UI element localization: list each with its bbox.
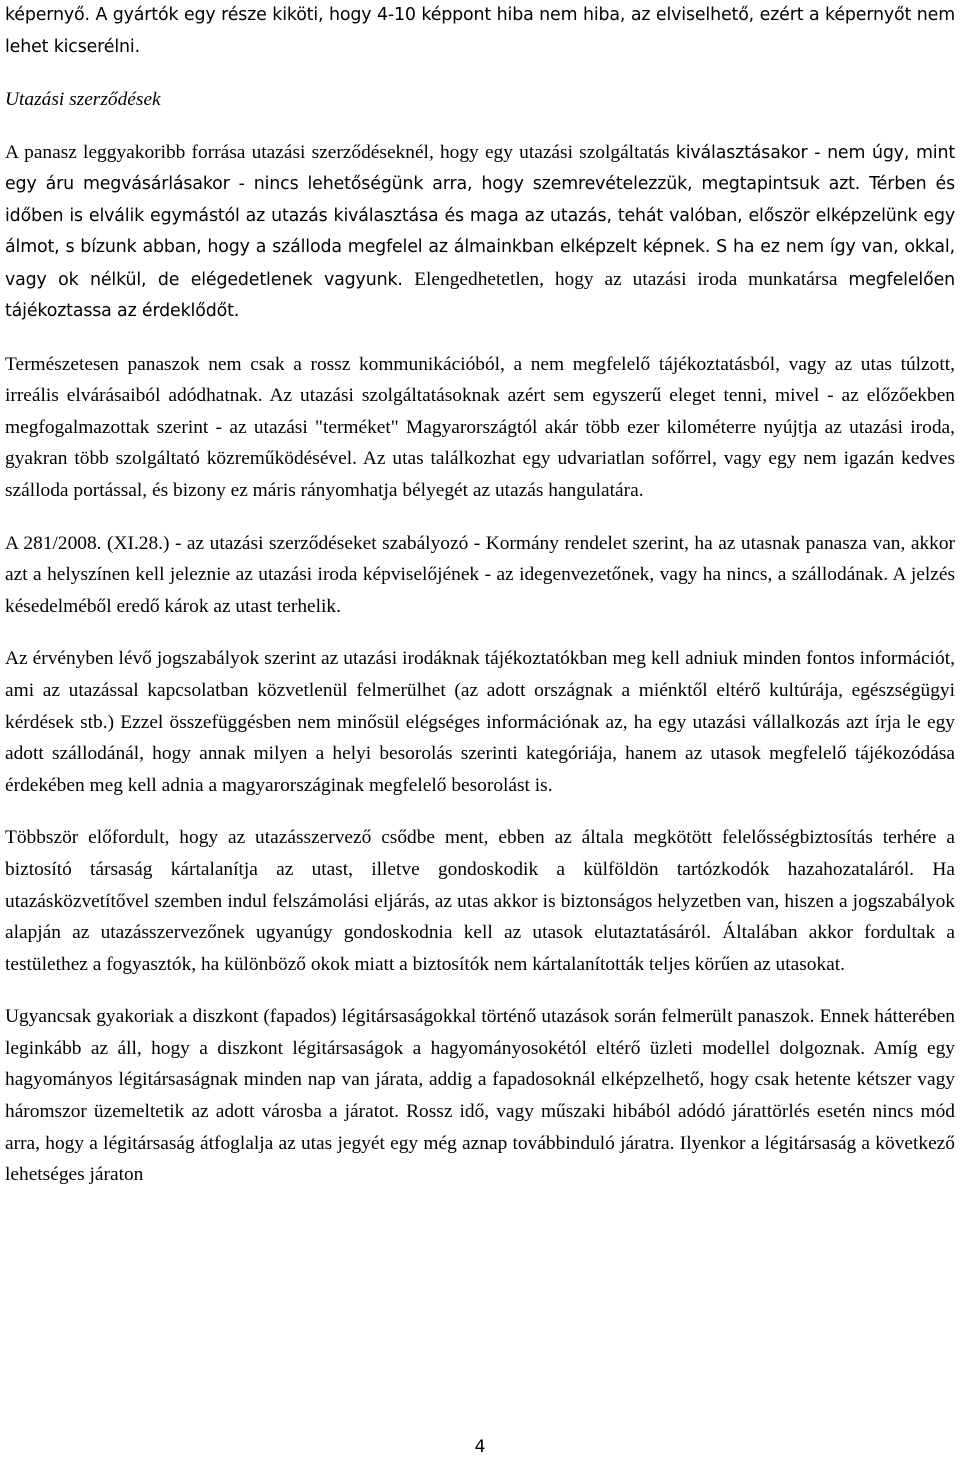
paragraph-information: Az érvényben lévő jogszabályok szerint az utazási irodáknak tájékoztatókban meg kell adniuk minden fontos információt, ami az utazással kapcsolatban közvetlenül felmerülhet (az adott országnak a miénktől eltérő kultúrája, egészségügyi kérdések stb.) Ezzel összefüggésben nem minősül elégséges információnak az, ha egy utazási vállalkozás azt írja le egy adott szállodánál, hogy annak milyen a helyi besorolás szerinti kategóriája, hanem az utasok megfelelő tájékozódása érdekében meg kell adnia a magyarországinak megfelelő besorolást is.: [5, 648, 955, 796]
paragraph-travel-contracts-part4: megfelelően tájékoztassa az érdeklődőt.: [5, 269, 955, 322]
section-heading: Utazási szerződések: [5, 89, 161, 110]
document-page: [5, 0, 955, 1191]
paragraph-travel-contracts-part3: Elengedhetetlen, hogy az utazási iroda munkatársa: [414, 268, 849, 290]
paragraph-complaints: Természetesen panaszok nem csak a rossz kommunikációból, a nem megfelelő tájékoztatásból, vagy az utas túlzott, irreális elvárásaiból adódhatnak. Az utazási szolgáltatásoknak azért sem egyszerű eleget tenni, mivel - az előzőekben megfogalmazottak szerint - az utazási "terméket" Magyarországtól akár több ezer kilométerre nyújtja az utazási iroda, gyakran több szolgáltató közreműködésével. Az utas találkozhat egy udvariatlan sofőrrel, vagy egy nem igazán kedves szálloda portással, és bizony ez máris rányomhatja bélyegét az utazás hangulatára.: [5, 353, 955, 501]
paragraph-travel-contracts-part1: A panasz leggyakoribb forrása utazási szerződéseknél, hogy egy utazási szolgáltatás: [5, 141, 676, 163]
paragraph-travel-contracts: [5, 137, 955, 328]
page-number: 4: [474, 1437, 486, 1457]
paragraph-travel-contracts-part2: kiválasztásakor - nem úgy, mint egy áru megvásárlásakor - nincs lehetőségünk arra, hogy szemrevételezzük, megtapintsuk azt. Térben és időben is elválik egymástól az utazás kiválasztása és maga az utazás, tehát valóban, először elképzelünk egy álmot, s bízunk abban, hogy a szálloda megfelel az álmainkban elképzelt képnek. S ha ez nem így van, okkal, vagy ok nélkül, de elégedetlenek vagyunk.: [5, 142, 955, 290]
paragraph-intro: képernyő. A gyártók egy része kiköti, hogy 4-10 képpont hiba nem hiba, az elviselhető, ezért a képernyőt nem lehet kicserélni.: [5, 5, 955, 57]
paragraph-low-cost-airlines: Ugyancsak gyakoriak a diszkont (fapados) légitársaságokkal történő utazások során felmerült panaszok. Ennek hátterében leginkább az áll, hogy a diszkont légitársaságok a hagyományosokétól eltérő üzleti modellel dolgoznak. Amíg egy hagyományos légitársaságnak minden nap van járata, addig a fapadosoknál elképzelhető, hogy csak hetente kétszer vagy háromszor üzemeltetik az adott városba a járatot. Rossz idő, vagy műszaki hibából adódó járattörlés esetén nincs mód arra, hogy a légitársaság átfoglalja az utas jegyét egy még aznap továbbinduló járatra. Ilyenkor a légitársaság a következő lehetséges járaton: [5, 1006, 955, 1186]
paragraph-regulation: A 281/2008. (XI.28.) - az utazási szerződéseket szabályozó - Kormány rendelet szerint, ha az utasnak panasza van, akkor azt a helyszínen kell jeleznie az utazási iroda képviselőjének - az idegenvezetőnek, vagy ha nincs, a szállodának. A jelzés késedelméből eredő károk az utast terhelik.: [5, 532, 955, 617]
paragraph-bankruptcy: Többször előfordult, hogy az utazásszervező csődbe ment, ebben az általa megkötött felelősségbiztosítás terhére a biztosító társaság kártalanítja az utast, illetve gondoskodik a külföldön tartózkodók hazahozataláról. Ha utazásközvetítővel szemben indul felszámolási eljárás, az utas akkor is biztonságos helyzetben van, hiszen a jogszabályok alapján az utazásszervezőnek ugyanúgy gondoskodnia kell az utasok elutaztatásáról. Általában akkor fordultak a testülethez a fogyasztók, ha különböző okok miatt a biztosítók nem kártalanították teljes körűen az utasokat.: [5, 827, 955, 975]
